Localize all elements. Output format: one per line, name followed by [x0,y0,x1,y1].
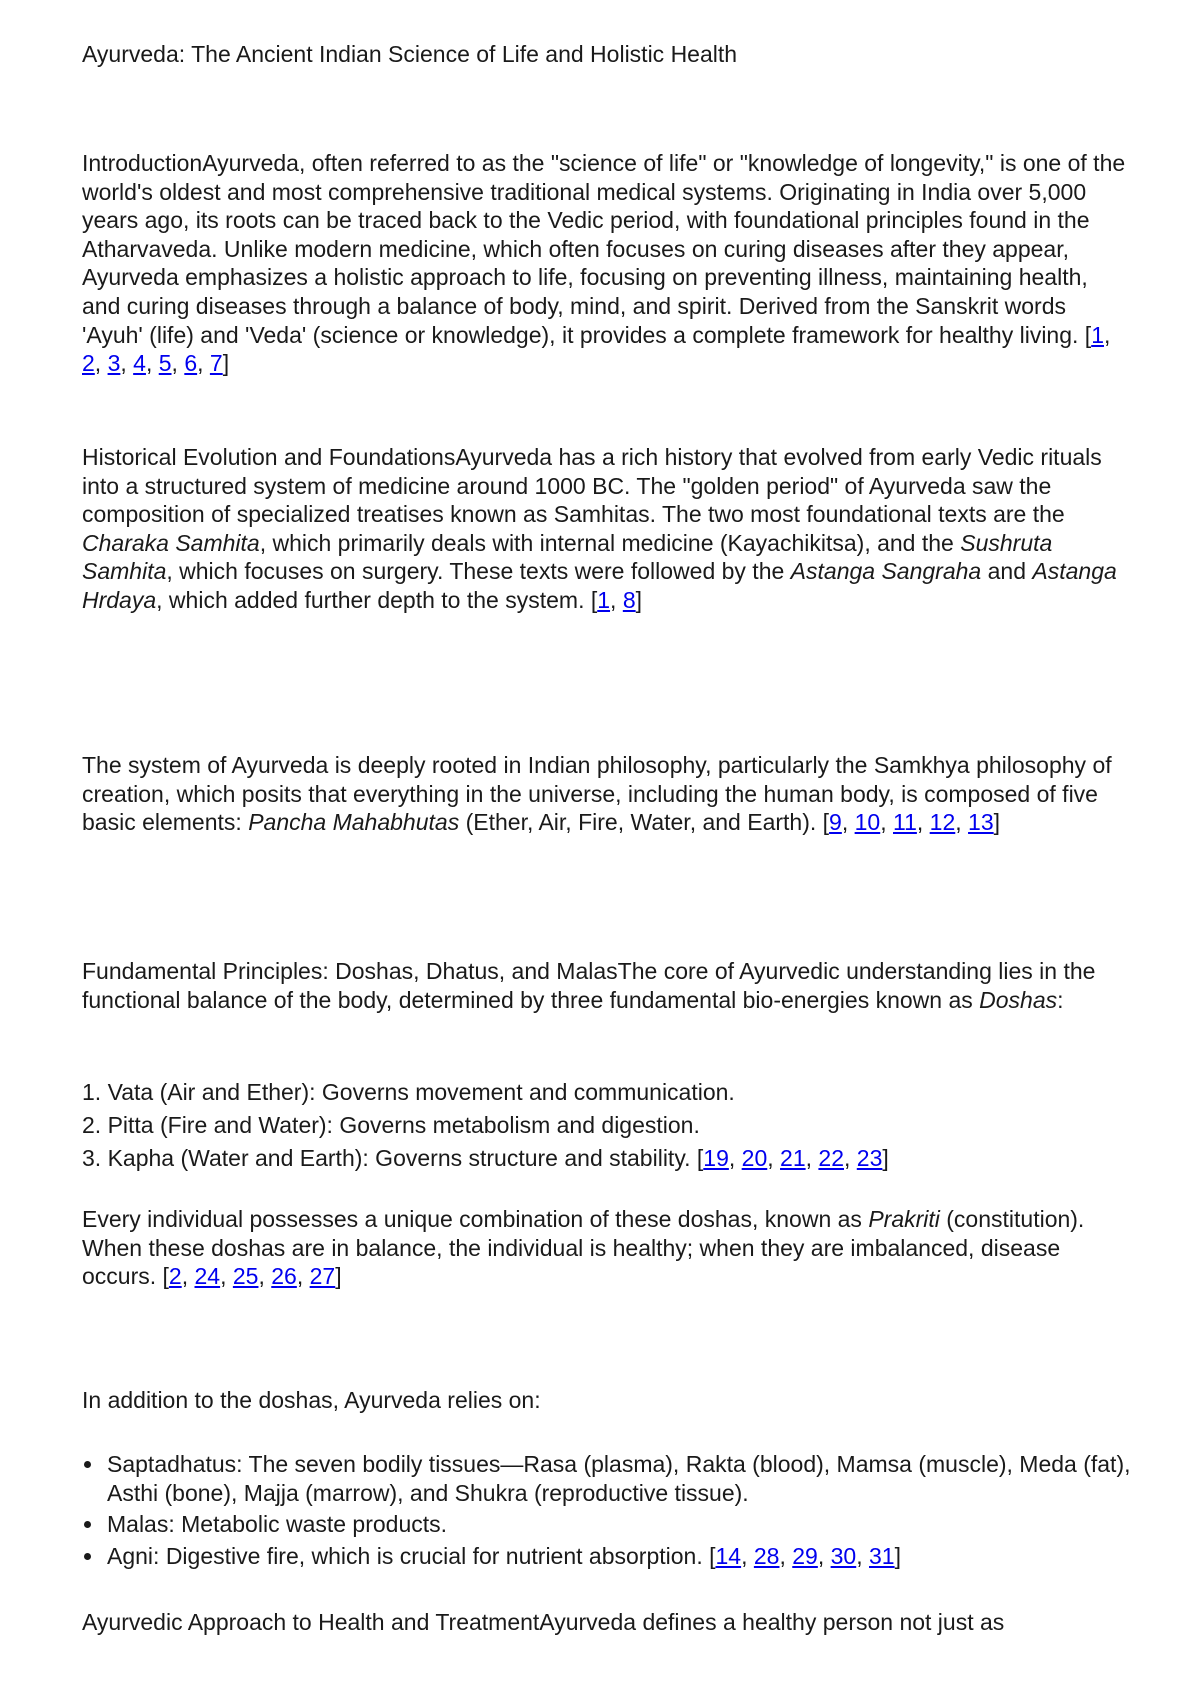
history-text: Ayurveda has a rich history that evolved from early Vedic rituals into a structured system of medicine around 1000 BC. The "golden period" of Ayurveda saw the composition of specialized treatises known as Samhitas. The two most foundational texts are the [82,444,1102,528]
prakriti-text: (constitution). When these doshas are in balance, the individual is healthy; when they are imbalanced, disease occurs. [82,1206,1085,1290]
citation-link[interactable]: 4 [133,350,146,377]
text-pancha-mahabhutas: Pancha Mahabhutas [248,809,460,836]
history-text: and [981,558,1033,585]
text-sushruta-samhita: Sushruta Samhita [82,529,1053,585]
citation-link[interactable]: 13 [968,809,994,836]
citation-link[interactable]: 3 [107,350,121,377]
intro-heading: Introduction [82,150,203,176]
history-text: , which added further depth to the system. [156,586,591,613]
text-doshas: Doshas [979,986,1058,1013]
tissue-malas: Malas: Metabolic waste products. [107,1511,448,1538]
citation-link[interactable]: 20 [741,1145,768,1171]
citation-link[interactable]: 10 [854,809,881,836]
citation-link[interactable]: 11 [893,809,917,836]
citation-link[interactable]: 24 [194,1263,221,1290]
list-item [107,1542,1132,1571]
history-heading: Historical Evolution and Foundations [82,444,456,470]
prakriti-paragraph [82,1205,1132,1291]
approach-paragraph [82,1608,1132,1637]
principles-heading: Fundamental Principles: Doshas, Dhatus, and Malas [82,958,618,984]
history-text: , which primarily deals with internal medicine (Kayachikitsa), and the [259,529,961,556]
list-item [107,1450,1132,1507]
citation-link[interactable]: 31 [869,1542,895,1569]
citation-link[interactable]: 8 [622,586,636,613]
tissue-agni: Agni: Digestive fire, which is crucial for nutrient absorption. [107,1542,710,1569]
dosha-pitta: 2. Pitta (Fire and Water): Governs metabolism and digestion. [82,1112,700,1138]
dosha-list [82,1076,1132,1175]
citation-link[interactable]: 22 [818,1145,844,1171]
tissue-list [82,1450,1132,1573]
citation-link[interactable]: 27 [309,1263,336,1290]
approach-text: Ayurveda defines a healthy person not just as [539,1609,1005,1635]
citation-link[interactable]: 28 [753,1542,780,1569]
text-astanga-sangraha: Astanga Sangraha [790,558,982,585]
principles-paragraph [82,957,1132,1014]
history-text: , which focuses on surgery. These texts were followed by the [166,558,791,585]
citation-link[interactable]: 1 [597,586,611,613]
principles-text: The core of Ayurvedic understanding lies in the functional balance of the body, determined by three fundamental bio-energies known as [82,958,1096,1013]
list-item [82,1109,1132,1142]
philosophy-paragraph [82,751,1132,837]
approach-heading: Ayurvedic Approach to Health and Treatment [82,1609,540,1635]
list-item [107,1510,1132,1539]
list-item [82,1076,1132,1109]
citation-link[interactable]: 6 [184,350,198,377]
citation-list: [1, 8] [590,586,642,613]
citation-list: [14, 28, 29, 30, 31] [709,1542,901,1569]
philosophy-text: The system of Ayurveda is deeply rooted in Indian philosophy, particularly the Samkhya philosophy of creation, which posits that everything in the universe, including the human body, is composed of five basic elements: [82,752,1112,836]
citation-link[interactable]: 2 [82,350,95,377]
citation-list: [2, 24, 25, 26, 27] [162,1263,342,1290]
citation-link[interactable]: 21 [780,1145,806,1171]
list-item [82,1142,1132,1175]
citation-link[interactable]: 25 [232,1263,259,1290]
citation-list: [1, 2, 3, 4, 5, 6, 7] [82,321,1111,377]
addition-paragraph: In addition to the doshas, Ayurveda relies on: [82,1387,541,1413]
principles-text: : [1057,986,1064,1013]
tissue-saptadhatus: Saptadhatus: The seven bodily tissues—Rasa (plasma), Rakta (blood), Mamsa (muscle), Meda (fat), Asthi (bone), Majja (marrow), and Shukra (reproductive tissue). [107,1451,1131,1506]
citation-link[interactable]: 19 [703,1145,729,1171]
text-charaka-samhita: Charaka Samhita [82,529,260,556]
citation-link[interactable]: 29 [792,1542,818,1569]
citation-link[interactable]: 5 [158,350,172,377]
philosophy-text: (Ether, Air, Fire, Water, and Earth). [459,809,823,836]
dosha-kapha: 3. Kapha (Water and Earth): Governs structure and stability. [82,1145,697,1171]
citation-link[interactable]: 30 [830,1542,857,1569]
citation-link[interactable]: 1 [1091,321,1104,348]
intro-paragraph [82,149,1132,378]
citation-link[interactable]: 2 [168,1263,182,1290]
citation-list: [9, 10, 11, 12, 13] [822,809,1001,836]
citation-link[interactable]: 7 [209,350,223,377]
text-astanga-hrdaya: Astanga Hrdaya [82,558,1117,613]
text-prakriti: Prakriti [868,1206,940,1232]
citation-link[interactable]: 26 [271,1263,297,1290]
citation-link[interactable]: 23 [856,1145,883,1171]
intro-text: Ayurveda, often referred to as the "science of life" or "knowledge of longevity," is one of the world's oldest and most comprehensive traditional medical systems. Originating in India over 5,000 years ago, its roots can be traced back to the Vedic period, with foundational principles found in the Atharvaveda. Unlike modern medicine, which often focuses on curing diseases after they appear, Ayurveda emphasizes a holistic approach to life, focusing on preventing illness, maintaining health, and curing diseases through a balance of body, mind, and spirit. Derived from the Sanskrit words 'Ayuh' (life) and 'Veda' (science or knowledge), it provides a complete framework for healthy living. [82,150,1126,348]
document-title: Ayurveda: The Ancient Indian Science of Life and Holistic Health [82,41,738,67]
citation-link[interactable]: 12 [929,809,956,836]
citation-link[interactable]: 9 [829,809,842,836]
prakriti-text: Every individual possesses a unique combination of these doshas, known as [82,1206,869,1232]
history-paragraph [82,443,1132,615]
citation-link[interactable]: 14 [715,1542,742,1569]
citation-list: [19, 20, 21, 22, 23] [696,1145,889,1171]
dosha-vata: 1. Vata (Air and Ether): Governs movement and communication. [82,1079,735,1105]
